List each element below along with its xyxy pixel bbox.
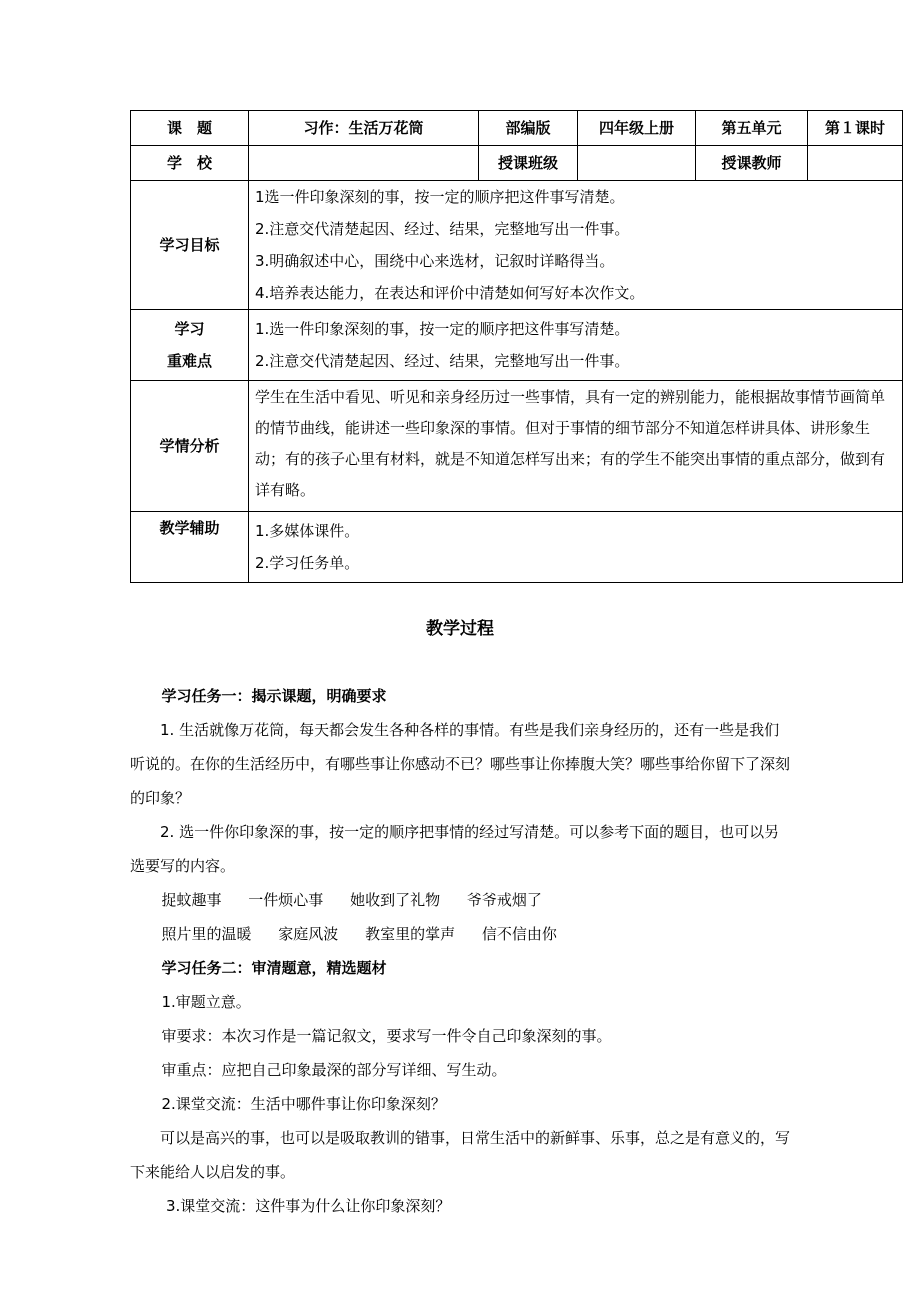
goal-item: 4.培养表达能力，在表达和评价中清楚如何写好本次作文。 [255,284,645,302]
analysis-cell [249,381,903,512]
goals-label: 学习目标 [131,181,249,310]
topic-item: 她收到了礼物 [350,891,441,909]
task2-requirement: 审要求：本次习作是一篇记叙文，要求写一件令自己印象深刻的事。 [161,1027,612,1045]
task2-step-3: 3.课堂交流：这件事为什么让你印象深刻？ [166,1197,451,1215]
goal-item: 3.明确叙述中心，围绕中心来选材，记叙时详略得当。 [255,252,615,270]
key-label-line2: 重难点 [166,352,212,370]
task1-heading: 学习任务一：揭示课题，明确要求 [161,687,387,705]
task2-focus: 审重点：应把自己印象最深的部分写详细、写生动。 [161,1061,507,1079]
goal-item: 2.注意交代清楚起因、经过、结果，完整地写出一件事。 [255,220,630,238]
school-value [249,146,479,181]
task2-heading: 学习任务二：审清题意，精选题材 [161,959,387,977]
key-item: 2.注意交代清楚起因、经过、结果，完整地写出一件事。 [255,352,630,370]
topic-item: 捉蚊趣事 [161,891,222,909]
key-points-label [131,310,249,381]
task2-step-1: 1.审题立意。 [161,993,251,1011]
topic-list-1 [130,883,790,917]
teacher-label: 授课教师 [696,146,808,181]
table-row [131,146,903,181]
table-row [131,310,903,381]
topic-item: 信不信由你 [481,925,557,943]
topic-label: 课 题 [131,111,249,146]
topic-list-2 [130,917,790,951]
process-title: 教学过程 [426,619,494,639]
aid-item: 1.多媒体课件。 [255,522,360,540]
key-item: 1.选一件印象深刻的事，按一定的顺序把这件事写清楚。 [255,320,630,338]
analysis-text: 学生在生活中看见、听见和亲身经历过一些事情，具有一定的辨别能力，能根据故事情节画简单的情节曲线，能讲述一些印象深的事情。但对于事情的细节部分不知道怎样讲具体、讲形象生动；有的孩子心里有材料，就是不知道怎样写出来；有的学生不能突出事情的重点部分，做到有详有略。 [255,388,886,499]
goal-item: 1选一件印象深刻的事，按一定的顺序把这件事写清楚。 [255,188,625,206]
task2-step-2: 2.课堂交流：生活中哪件事让你印象深刻？ [161,1095,446,1113]
table-row [131,111,903,146]
task1-paragraph-1: 1. 生活就像万花筒，每天都会发生各种各样的事情。有些是我们亲身经历的，还有一些是我们听说的。在你的生活经历中，有哪些事让你感动不已？哪些事让你捧腹大笑？哪些事给你留下了深刻的印象？ [130,721,791,807]
topic-value: 习作：生活万花筒 [249,111,479,146]
aid-item: 2.学习任务单。 [255,554,360,572]
lesson-info-table [130,110,903,583]
task1-paragraph-2: 2. 选一件你印象深的事，按一定的顺序把事情的经过写清楚。可以参考下面的题目，也可以另选要写的内容。 [130,823,780,875]
topic-item: 家庭风波 [278,925,339,943]
teacher-value [808,146,903,181]
table-row [131,381,903,512]
task1-section [130,679,790,1223]
aids-label: 教学辅助 [131,512,249,583]
class-value [578,146,696,181]
topic-item: 爷爷戒烟了 [466,891,542,909]
school-label: 学 校 [131,146,249,181]
topic-item: 一件烦心事 [248,891,324,909]
class-label: 授课班级 [479,146,578,181]
analysis-label: 学情分析 [131,381,249,512]
edition: 部编版 [479,111,578,146]
key-label-line1: 学习 [174,320,205,338]
key-points-cell [249,310,903,381]
table-row [131,181,903,310]
unit: 第五单元 [696,111,808,146]
lesson-period: 第１课时 [808,111,903,146]
goals-cell [249,181,903,310]
topic-item: 照片里的温暖 [161,925,252,943]
grade: 四年级上册 [578,111,696,146]
topic-item: 教室里的掌声 [365,925,456,943]
table-row [131,512,903,583]
task2-step-2-body: 可以是高兴的事，也可以是吸取教训的错事，日常生活中的新鲜事、乐事，总之是有意义的，写下来能给人以启发的事。 [130,1129,791,1181]
aids-cell [249,512,903,583]
